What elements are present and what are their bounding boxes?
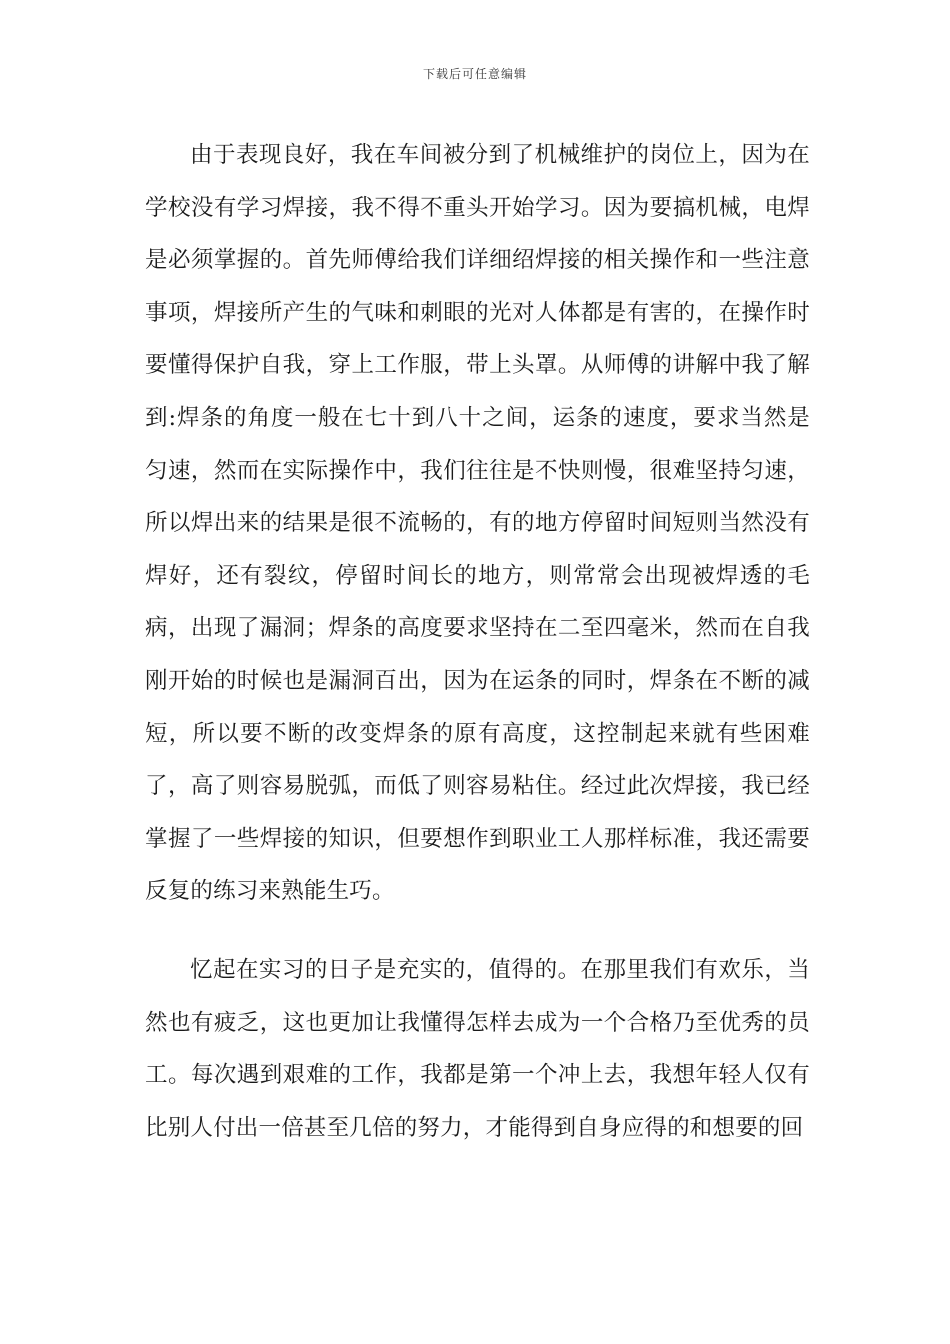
paragraph-welding-training: 由于表现良好，我在车间被分到了机械维护的岗位上，因为在学校没有学习焊接，我不得不重头开始学习。因为要搞机械，电焊是必须掌握的。首先师傅给我们详细绍焊接的相关操作和一些注意事项，焊接所产生的气味和刺眼的光对人体都是有害的，在操作时要懂得保护自我，穿上工作服，带上头罩。从师傅的讲解中我了解到:焊条的角度一般在七十到八十之间，运条的速度，要求当然是匀速，然而在实际操作中，我们往往是不快则慢，很难坚持匀速，所以焊出来的结果是很不流畅的，有的地方停留时间短则当然没有焊好，还有裂纹，停留时间长的地方，则常常会出现被焊透的毛病，出现了漏洞；焊条的高度要求坚持在二至四毫米，然而在自我刚开始的时候也是漏洞百出，因为在运条的同时，焊条在不断的减短，所以要不断的改变焊条的原有高度，这控制起来就有些困难了，高了则容易脱弧，而低了则容易粘住。经过此次焊接，我已经掌握了一些焊接的知识，但要想作到职业工人那样标准，我还需要反复的练习来熟能生巧。 (145, 142, 810, 905)
paragraph-internship-reflection: 忆起在实习的日子是充实的，值得的。在那里我们有欢乐，当然也有疲乏，这也更加让我懂得怎样去成为一个合格乃至优秀的员工。每次遇到艰难的工作，我都是第一个冲上去，我想年轻人仅有比别人付出一倍甚至几倍的努力，才能得到自身应得的和想要的回 (145, 956, 810, 1141)
document-body (145, 129, 810, 1154)
page-header-note: 下载后可任意编辑 (422, 67, 527, 81)
